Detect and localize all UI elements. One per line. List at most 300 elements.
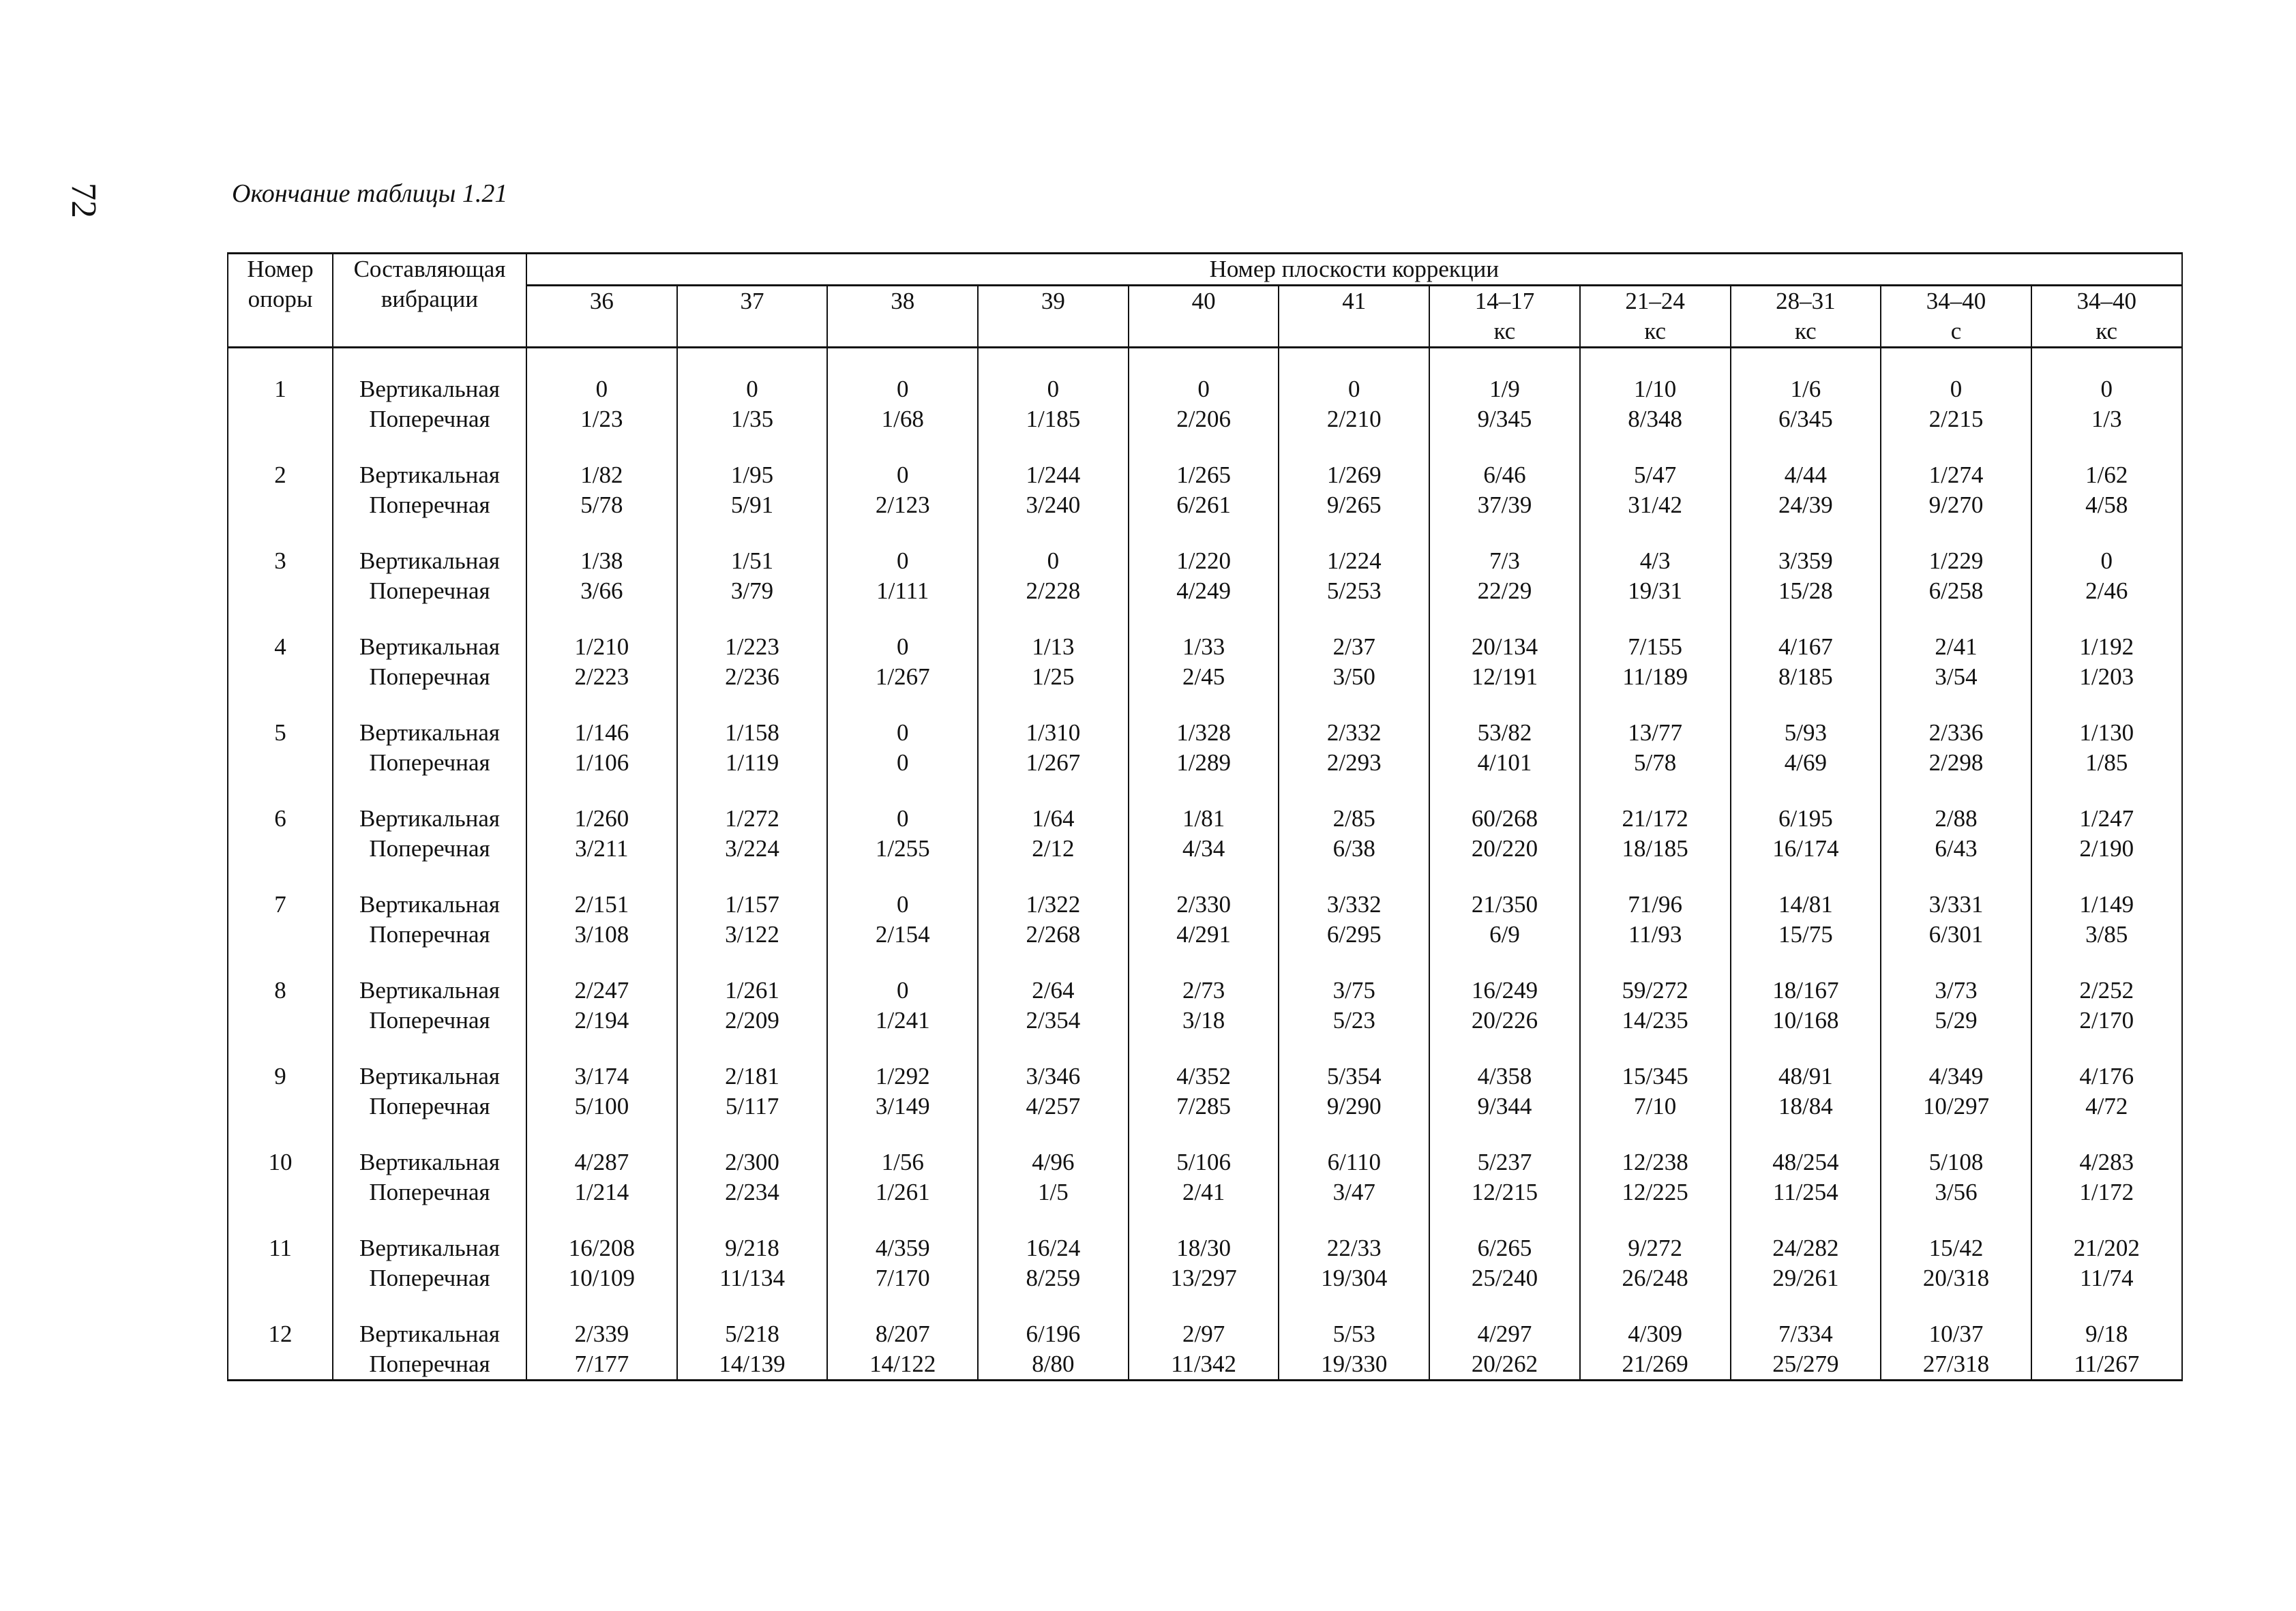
value: 24/39 <box>1778 492 1833 518</box>
component-label: Вертикальная <box>359 891 501 918</box>
spacer-cell <box>228 692 333 718</box>
value: 12/225 <box>1622 1179 1688 1205</box>
value: 3/240 <box>1026 492 1081 518</box>
value: 0 <box>1047 376 1060 402</box>
spacer-cell <box>2031 434 2182 460</box>
value: 1/130 <box>2079 719 2134 746</box>
value: 3/359 <box>1778 547 1833 574</box>
spacer-cell <box>827 434 978 460</box>
component-label: Поперечная <box>369 663 490 690</box>
spacer-cell <box>1129 1121 1279 1147</box>
value-cell <box>526 1062 677 1121</box>
value: 2/210 <box>1326 406 1382 432</box>
value: 16/249 <box>1471 977 1538 1004</box>
value: 4/72 <box>2085 1093 2128 1119</box>
value: 1/241 <box>875 1007 930 1034</box>
value-cell <box>1279 1233 1429 1293</box>
spacer-cell <box>1129 348 1279 375</box>
value: 1/223 <box>725 633 779 660</box>
value: 2/46 <box>2085 577 2128 604</box>
value-cell <box>526 718 677 778</box>
value: 3/54 <box>1935 663 1978 690</box>
component-cell <box>333 1062 526 1121</box>
value-cell <box>1580 804 1731 864</box>
value-cell <box>827 1062 978 1121</box>
spacer-cell <box>2031 348 2182 375</box>
value-cell <box>1279 632 1429 692</box>
value-cell <box>2031 1147 2182 1207</box>
value: 2/215 <box>1928 406 1984 432</box>
value: 6/196 <box>1026 1321 1081 1347</box>
spacer-cell <box>827 520 978 546</box>
value-cell <box>1279 976 1429 1036</box>
value: 0 <box>896 376 909 402</box>
value-cell <box>677 1147 828 1207</box>
spacer-cell <box>333 434 526 460</box>
value: 7/3 <box>1489 547 1520 574</box>
spacer-cell <box>827 778 978 804</box>
spacer-cell <box>2031 778 2182 804</box>
value-cell <box>827 804 978 864</box>
value: 18/30 <box>1176 1235 1231 1261</box>
column-header <box>526 286 677 348</box>
spacer-cell <box>2031 1121 2182 1147</box>
value-cell <box>1279 804 1429 864</box>
value: 8/259 <box>1026 1265 1081 1291</box>
spacer-cell <box>228 778 333 804</box>
value: 7/170 <box>875 1265 930 1291</box>
value: 5/47 <box>1634 462 1677 488</box>
value: 2/336 <box>1928 719 1984 746</box>
spacer-row <box>228 1207 2182 1233</box>
value: 7/334 <box>1778 1321 1833 1347</box>
value: 0 <box>595 376 608 402</box>
value: 53/82 <box>1477 719 1532 746</box>
value-cell <box>526 374 677 434</box>
value: 9/272 <box>1628 1235 1683 1261</box>
spacer-cell <box>1429 1036 1580 1062</box>
value-cell <box>1429 718 1580 778</box>
value-cell <box>526 1147 677 1207</box>
value-cell <box>1429 804 1580 864</box>
spacer-cell <box>827 864 978 890</box>
spacer-row <box>228 348 2182 375</box>
component-label: Поперечная <box>369 1007 490 1034</box>
support-number: 11 <box>228 1233 333 1293</box>
value: 1/5 <box>1038 1179 1069 1205</box>
value-cell <box>1279 1147 1429 1207</box>
component-label: Поперечная <box>369 921 490 948</box>
value-cell <box>1429 546 1580 606</box>
column-header-line: 40 <box>1191 288 1216 314</box>
component-label: Поперечная <box>369 577 490 604</box>
value: 11/267 <box>2074 1351 2140 1377</box>
component-label: Поперечная <box>369 1265 490 1291</box>
spacer-cell <box>1429 778 1580 804</box>
value: 3/108 <box>574 921 629 948</box>
value: 1/229 <box>1928 547 1984 574</box>
value: 0 <box>896 719 909 746</box>
value: 1/68 <box>881 406 924 432</box>
value: 3/75 <box>1332 977 1375 1004</box>
support-number: 2 <box>228 460 333 520</box>
spacer-cell <box>978 1293 1129 1319</box>
value: 6/261 <box>1176 492 1231 518</box>
value: 2/45 <box>1182 663 1225 690</box>
spacer-cell <box>1429 692 1580 718</box>
value-cell <box>1731 1233 1881 1293</box>
value: 24/282 <box>1772 1235 1839 1261</box>
value: 5/108 <box>1928 1149 1984 1175</box>
spacer-cell <box>228 950 333 976</box>
spacer-cell <box>526 1121 677 1147</box>
value: 15/28 <box>1778 577 1833 604</box>
value: 4/291 <box>1176 921 1231 948</box>
value-cell <box>1129 460 1279 520</box>
value-cell <box>1279 890 1429 950</box>
value: 15/75 <box>1778 921 1833 948</box>
value: 2/339 <box>574 1321 629 1347</box>
value: 14/235 <box>1622 1007 1688 1034</box>
value-cell <box>1881 1233 2031 1293</box>
correction-table <box>227 252 2183 1381</box>
value: 2/190 <box>2079 835 2134 862</box>
spacer-cell <box>526 778 677 804</box>
spacer-cell <box>1580 692 1731 718</box>
spacer-cell <box>1129 1036 1279 1062</box>
spacer-cell <box>526 1036 677 1062</box>
value: 2/181 <box>725 1063 779 1089</box>
value: 5/100 <box>574 1093 629 1119</box>
spacer-cell <box>1429 520 1580 546</box>
spacer-cell <box>1731 1036 1881 1062</box>
value: 4/283 <box>2079 1149 2134 1175</box>
value-cell <box>1129 1233 1279 1293</box>
spacer-cell <box>1279 1121 1429 1147</box>
table-row <box>228 1147 2182 1207</box>
value: 8/185 <box>1778 663 1833 690</box>
value: 5/29 <box>1935 1007 1978 1034</box>
spacer-cell <box>978 434 1129 460</box>
value: 4/34 <box>1182 835 1225 862</box>
value: 2/268 <box>1026 921 1081 948</box>
value-cell <box>1429 374 1580 434</box>
value: 5/106 <box>1176 1149 1231 1175</box>
value-cell <box>677 890 828 950</box>
value-cell <box>1279 546 1429 606</box>
value-cell <box>827 976 978 1036</box>
value: 9/265 <box>1326 492 1382 518</box>
value-cell <box>526 632 677 692</box>
value: 4/257 <box>1026 1093 1081 1119</box>
value-cell <box>1129 804 1279 864</box>
value-cell <box>978 890 1129 950</box>
support-number: 4 <box>228 632 333 692</box>
value: 15/42 <box>1928 1235 1984 1261</box>
value: 6/43 <box>1935 835 1978 862</box>
value-cell <box>1731 976 1881 1036</box>
value-cell <box>2031 374 2182 434</box>
value: 7/285 <box>1176 1093 1231 1119</box>
spacer-cell <box>827 348 978 375</box>
table-row <box>228 718 2182 778</box>
spacer-cell <box>526 1293 677 1319</box>
component-label: Вертикальная <box>359 1063 501 1089</box>
value: 1/244 <box>1026 462 1081 488</box>
value: 1/62 <box>2085 462 2128 488</box>
value-cell <box>1580 374 1731 434</box>
value: 2/151 <box>574 891 629 918</box>
spacer-cell <box>333 1121 526 1147</box>
value: 6/110 <box>1327 1149 1381 1175</box>
value-cell <box>827 718 978 778</box>
value: 2/194 <box>574 1007 629 1034</box>
value: 19/330 <box>1321 1351 1388 1377</box>
spacer-cell <box>1881 348 2031 375</box>
spacer-cell <box>1129 606 1279 632</box>
component-cell <box>333 1233 526 1293</box>
value: 2/64 <box>1032 977 1075 1004</box>
value: 3/149 <box>875 1093 930 1119</box>
value: 25/240 <box>1471 1265 1538 1291</box>
value-cell <box>1580 460 1731 520</box>
value-cell <box>1881 804 2031 864</box>
spacer-cell <box>1731 606 1881 632</box>
value: 5/91 <box>730 492 774 518</box>
value: 1/220 <box>1176 547 1231 574</box>
spacer-cell <box>677 348 828 375</box>
spacer-cell <box>1881 606 2031 632</box>
value: 18/185 <box>1622 835 1688 862</box>
spacer-cell <box>1429 606 1580 632</box>
component-cell <box>333 632 526 692</box>
value-cell <box>526 546 677 606</box>
value: 3/122 <box>725 921 779 948</box>
value: 2/209 <box>725 1007 779 1034</box>
spacer-cell <box>978 348 1129 375</box>
value: 0 <box>1197 376 1210 402</box>
value-cell <box>1731 804 1881 864</box>
spacer-cell <box>333 692 526 718</box>
spacer-cell <box>1429 950 1580 976</box>
value: 2/97 <box>1182 1321 1225 1347</box>
value: 1/261 <box>875 1179 930 1205</box>
value-cell <box>1731 374 1881 434</box>
value: 1/51 <box>730 547 774 574</box>
column-header-line: 28–31 <box>1776 288 1836 314</box>
value: 2/170 <box>2079 1007 2134 1034</box>
value: 37/39 <box>1477 492 1532 518</box>
spacer-cell <box>1429 1293 1580 1319</box>
spacer-cell <box>1279 950 1429 976</box>
spacer-cell <box>1580 1293 1731 1319</box>
value: 13/77 <box>1628 719 1683 746</box>
value: 1/38 <box>580 547 623 574</box>
spacer-row <box>228 864 2182 890</box>
value-cell <box>1429 890 1580 950</box>
value: 60/268 <box>1471 805 1538 832</box>
value: 1/64 <box>1032 805 1075 832</box>
column-header-line: 37 <box>740 288 764 314</box>
component-cell <box>333 460 526 520</box>
value: 8/348 <box>1628 406 1683 432</box>
value: 1/119 <box>725 749 779 776</box>
value-cell <box>1429 460 1580 520</box>
value-cell <box>1580 546 1731 606</box>
value-cell <box>2031 890 2182 950</box>
value: 14/122 <box>869 1351 936 1377</box>
spacer-cell <box>1731 1207 1881 1233</box>
column-header <box>1731 286 1881 348</box>
table-row <box>228 1233 2182 1293</box>
value-cell <box>978 1147 1129 1207</box>
value: 59/272 <box>1622 977 1688 1004</box>
spacer-cell <box>1129 950 1279 976</box>
value: 10/168 <box>1772 1007 1839 1034</box>
spacer-cell <box>333 348 526 375</box>
column-header <box>1279 286 1429 348</box>
spacer-cell <box>2031 520 2182 546</box>
value: 4/3 <box>1639 547 1671 574</box>
value-cell <box>1881 1319 2031 1381</box>
spacer-cell <box>333 606 526 632</box>
value: 4/44 <box>1784 462 1827 488</box>
value-cell <box>526 890 677 950</box>
spacer-cell <box>827 1121 978 1147</box>
table-row <box>228 632 2182 692</box>
value: 3/211 <box>575 835 629 862</box>
value: 2/154 <box>875 921 930 948</box>
value: 16/24 <box>1026 1235 1081 1261</box>
value: 5/53 <box>1332 1321 1375 1347</box>
support-number: 5 <box>228 718 333 778</box>
value: 9/344 <box>1477 1093 1532 1119</box>
value: 21/172 <box>1622 805 1688 832</box>
table-row <box>228 976 2182 1036</box>
value-cell <box>978 718 1129 778</box>
value: 5/78 <box>1634 749 1677 776</box>
value-cell <box>827 1319 978 1381</box>
value: 3/18 <box>1182 1007 1225 1034</box>
value: 4/96 <box>1032 1149 1075 1175</box>
value-cell <box>978 1233 1129 1293</box>
value-cell <box>1881 718 2031 778</box>
value: 1/157 <box>725 891 779 918</box>
component-cell <box>333 890 526 950</box>
value-cell <box>526 460 677 520</box>
component-label: Поперечная <box>369 835 490 862</box>
value-cell <box>677 1062 828 1121</box>
spacer-cell <box>677 606 828 632</box>
spacer-cell <box>1731 1293 1881 1319</box>
value: 20/134 <box>1471 633 1538 660</box>
spacer-cell <box>1881 1293 2031 1319</box>
value-cell <box>677 632 828 692</box>
value: 1/267 <box>1026 749 1081 776</box>
value: 2/247 <box>574 977 629 1004</box>
table-header <box>228 254 2182 348</box>
table-row <box>228 890 2182 950</box>
value-cell <box>1580 632 1731 692</box>
spacer-cell <box>978 950 1129 976</box>
value: 0 <box>896 462 909 488</box>
value: 3/56 <box>1935 1179 1978 1205</box>
spacer-cell <box>228 1036 333 1062</box>
value-cell <box>1580 1233 1731 1293</box>
column-header-line: 14–17 <box>1474 288 1535 314</box>
value: 1/269 <box>1326 462 1382 488</box>
spacer-cell <box>1881 1036 2031 1062</box>
value-cell <box>1731 718 1881 778</box>
spacer-cell <box>2031 1036 2182 1062</box>
value-cell <box>978 804 1129 864</box>
value-cell <box>677 374 828 434</box>
spacer-cell <box>1279 1293 1429 1319</box>
value-cell <box>677 804 828 864</box>
value-cell <box>677 1319 828 1381</box>
value: 6/38 <box>1332 835 1375 862</box>
spacer-cell <box>1881 692 2031 718</box>
spacer-cell <box>333 1036 526 1062</box>
value: 29/261 <box>1772 1265 1839 1291</box>
support-number: 6 <box>228 804 333 864</box>
value: 9/270 <box>1928 492 1984 518</box>
column-header-line: 34–40 <box>2076 288 2137 314</box>
value: 9/18 <box>2085 1321 2128 1347</box>
table-row <box>228 1319 2182 1381</box>
value-cell <box>526 1233 677 1293</box>
value: 5/218 <box>725 1321 779 1347</box>
support-number: 1 <box>228 374 333 434</box>
value: 3/79 <box>730 577 774 604</box>
component-cell <box>333 1319 526 1381</box>
value: 1/9 <box>1489 376 1520 402</box>
value-cell <box>1881 374 2031 434</box>
value-cell <box>2031 1062 2182 1121</box>
value: 8/207 <box>875 1321 930 1347</box>
column-header-line: кс <box>1644 318 1666 344</box>
value-cell <box>1881 890 2031 950</box>
spacer-cell <box>1129 1293 1279 1319</box>
value: 2/354 <box>1026 1007 1081 1034</box>
value: 1/149 <box>2079 891 2134 918</box>
component-label: Поперечная <box>369 1351 490 1377</box>
value: 1/185 <box>1026 406 1081 432</box>
spacer-cell <box>1580 778 1731 804</box>
value: 2/236 <box>725 663 779 690</box>
value: 6/295 <box>1326 921 1382 948</box>
value: 4/352 <box>1176 1063 1231 1089</box>
value: 1/274 <box>1928 462 1984 488</box>
spacer-cell <box>677 1036 828 1062</box>
component-label: Вертикальная <box>359 805 501 832</box>
value: 3/331 <box>1928 891 1984 918</box>
value: 7/10 <box>1634 1093 1677 1119</box>
column-header <box>2031 286 2182 348</box>
value: 31/42 <box>1628 492 1683 518</box>
table-row <box>228 546 2182 606</box>
value: 10/37 <box>1928 1321 1984 1347</box>
value-cell <box>1881 632 2031 692</box>
value-cell <box>1429 1062 1580 1121</box>
value: 6/195 <box>1778 805 1833 832</box>
value: 1/158 <box>725 719 779 746</box>
value: 0 <box>896 805 909 832</box>
value-cell <box>1580 1319 1731 1381</box>
value: 1/33 <box>1182 633 1225 660</box>
value: 19/31 <box>1628 577 1683 604</box>
component-label: Вертикальная <box>359 462 501 488</box>
